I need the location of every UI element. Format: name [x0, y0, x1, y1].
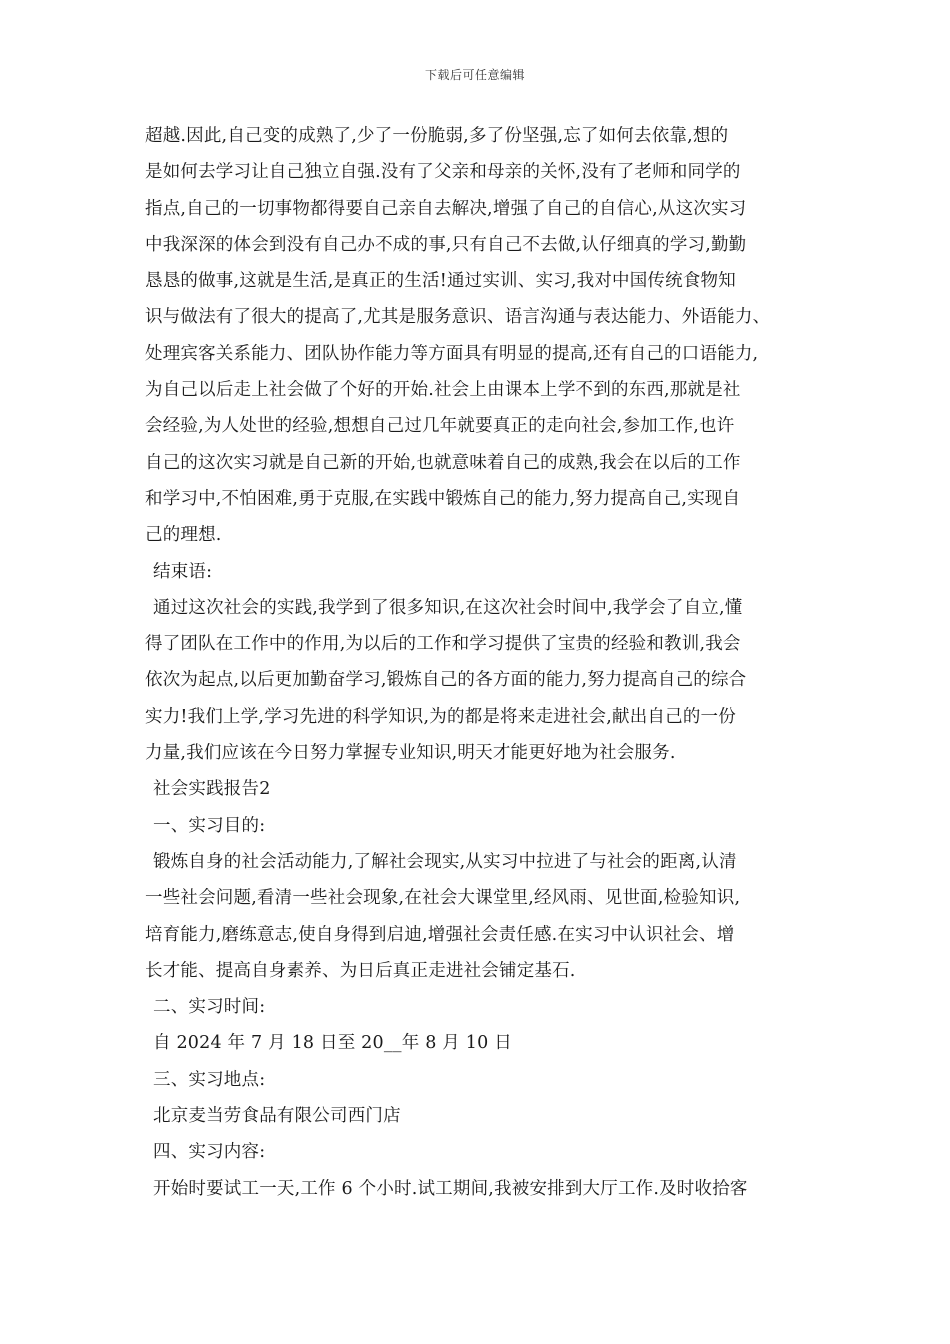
text-line: 依次为起点,以后更加勤奋学习,锻炼自己的各方面的能力,努力提高自己的综合 — [145, 670, 747, 691]
text-line: 超越.因此,自己变的成熟了,少了一份脆弱,多了份坚强,忘了如何去依靠,想的 — [145, 126, 729, 146]
text-line: 二、实习时间: — [153, 997, 266, 1018]
page-header: 下载后可任意编辑 — [424, 68, 525, 82]
document-body — [145, 118, 815, 1207]
text-line: 结束语: — [153, 561, 213, 582]
text-line: 通过这次社会的实践,我学到了很多知识,在这次社会时间中,我学会了自立,懂 — [153, 597, 743, 618]
text-line: 恳恳的做事,这就是生活,是真正的生活!通过实训、实习,我对中国传统食物知 — [145, 271, 736, 292]
text-line: 处理宾客关系能力、团队协作能力等方面具有明显的提高,还有自己的口语能力, — [145, 343, 759, 364]
text-line: 识与做法有了很大的提高了,尤其是服务意识、语言沟通与表达能力、外语能力、 — [145, 307, 771, 328]
text-line: 开始时要试工一天,工作 6 个小时.试工期间,我被安排到大厅工作.及时收拾客 — [153, 1178, 748, 1199]
text-line: 己的理想. — [145, 525, 222, 546]
text-line: 得了团队在工作中的作用,为以后的工作和学习提供了宝贵的经验和教训,我会 — [145, 634, 741, 655]
text-line: 指点,自己的一切事物都得要自己亲自去解决,增强了自己的自信心,从这次实习 — [145, 198, 747, 219]
text-line: 会经验,为人处世的经验,想想自己过几年就要真正的走向社会,参加工作,也许 — [145, 416, 735, 437]
text-line: 北京麦当劳食品有限公司西门店 — [153, 1106, 401, 1127]
text-line: 和学习中,不怕困难,勇于克服,在实践中锻炼自己的能力,努力提高自己,实现自 — [145, 488, 741, 509]
text-line: 四、实习内容: — [153, 1142, 266, 1163]
text-line: 中我深深的体会到没有自己办不成的事,只有自己不去做,认仔细真的学习,勤勤 — [145, 234, 747, 255]
text-line: 长才能、提高自身素养、为日后真正走进社会铺定基石. — [145, 960, 576, 981]
text-line: 为自己以后走上社会做了个好的开始.社会上由课本上学不到的东西,那就是社 — [145, 380, 741, 401]
text-line: 社会实践报告2 — [153, 779, 271, 800]
text-line: 自己的这次实习就是自己新的开始,也就意味着自己的成熟,我会在以后的工作 — [145, 452, 741, 473]
text-line: 自 2024 年 7 月 18 日至 20__年 8 月 10 日 — [153, 1033, 512, 1054]
text-line: 培育能力,磨练意志,使自身得到启迪,增强社会责任感.在实习中认识社会、增 — [145, 924, 735, 945]
text-line: 一些社会问题,看清一些社会现象,在社会大课堂里,经风雨、见世面,检验知识, — [145, 888, 741, 909]
text-line: 一、实习目的: — [153, 815, 266, 836]
text-line: 锻炼自身的社会活动能力,了解社会现实,从实习中拉进了与社会的距离,认清 — [153, 851, 737, 872]
text-line: 实力!我们上学,学习先进的科学知识,为的都是将来走进社会,献出自己的一份 — [145, 706, 736, 727]
text-line: 三、实习地点: — [153, 1069, 266, 1090]
text-line: 是如何去学习让自己独立自强.没有了父亲和母亲的关怀,没有了老师和同学的 — [145, 162, 741, 183]
text-line: 力量,我们应该在今日努力掌握专业知识,明天才能更好地为社会服务. — [145, 743, 676, 764]
